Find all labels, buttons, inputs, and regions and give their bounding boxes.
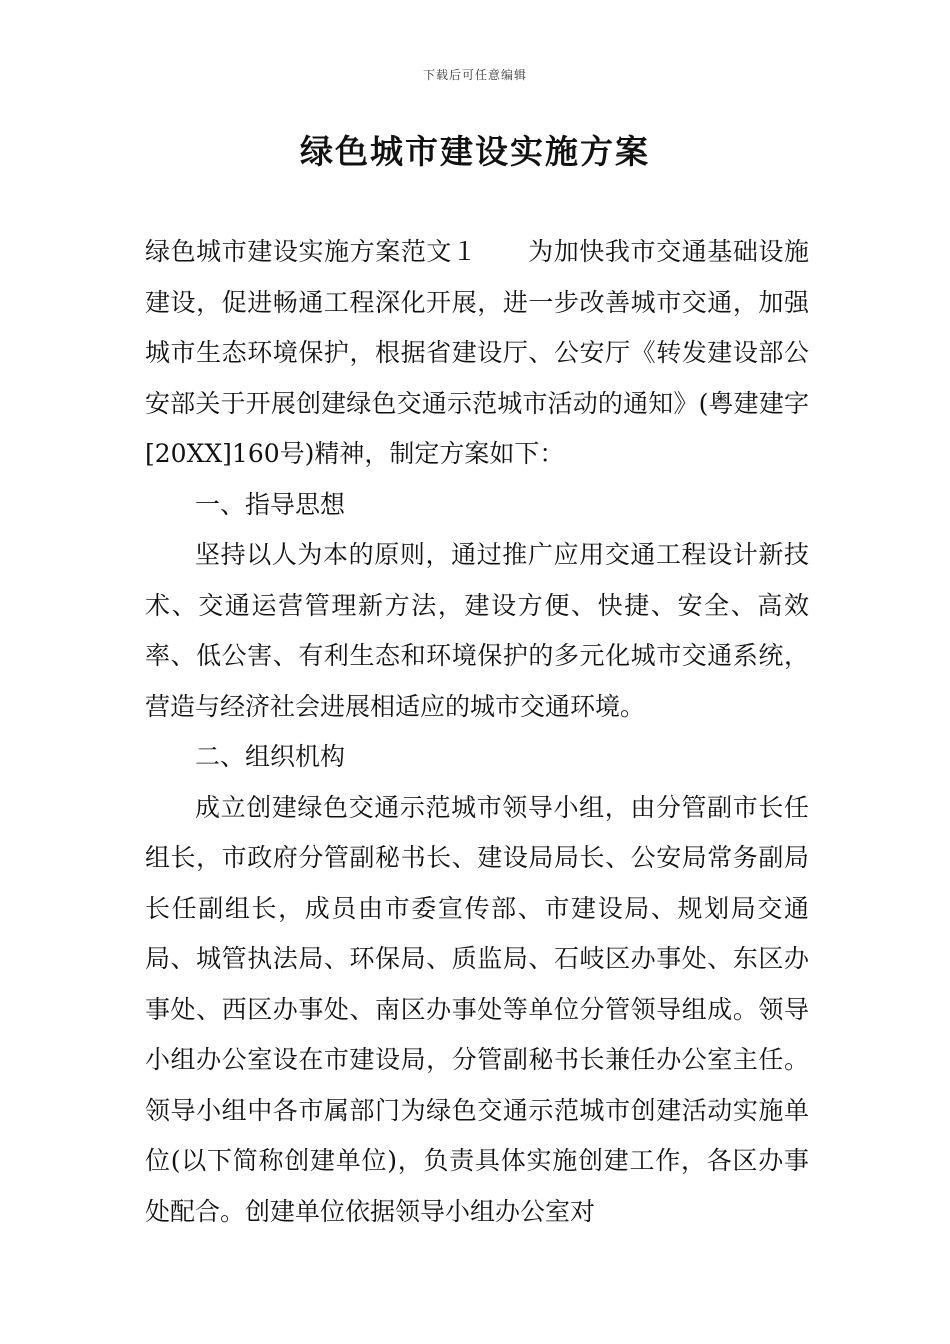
intro-label: 绿色城市建设实施方案范文１ — [145, 237, 478, 266]
document-body — [145, 227, 809, 1237]
header-note: 下载后可任意编辑 — [422, 68, 527, 82]
section-paragraph-guiding-ideology: 坚持以人为本的原则，通过推广应用交通工程设计新技术、交通运营管理新方法，建设方便、快捷、安全、高效率、低公害、有利生态和环境保护的多元化城市交通系统，营造与经济社会进展相适应的城市交通环境。 — [145, 540, 809, 721]
document-title: 绿色城市建设实施方案 — [300, 132, 650, 171]
section-heading-guiding-ideology: 一、指导思想 — [195, 489, 346, 519]
intro-paragraph — [145, 227, 809, 480]
intro-text: 为加快我市交通基础设施建设，促进畅通工程深化开展，进一步改善城市交通，加强城市生态环境保护，根据省建设厅、公安厅《转发建设部公安部关于开展创建绿色交通示范城市活动的通知》(粤建建字[20XX]160号)精神，制定方案如下： — [145, 237, 809, 468]
section-heading-organization: 二、组织机构 — [195, 742, 346, 771]
section-paragraph-organization: 成立创建绿色交通示范城市领导小组，由分管副市长任组长，市政府分管副秘书长、建设局局长、公安局常务副局长任副组长，成员由市委宣传部、市建设局、规划局交通局、城管执法局、环保局、质监局、石岐区办事处、东区办事处、西区办事处、南区办事处等单位分管领导组成。领导小组办公室设在市建设局，分管副秘书长兼任办公室主任。领导小组中各市属部门为绿色交通示范城市创建活动实施单位(以下简称创建单位)，负责具体实施创建工作，各区办事处配合。创建单位依据领导小组办公室对 — [145, 792, 809, 1226]
